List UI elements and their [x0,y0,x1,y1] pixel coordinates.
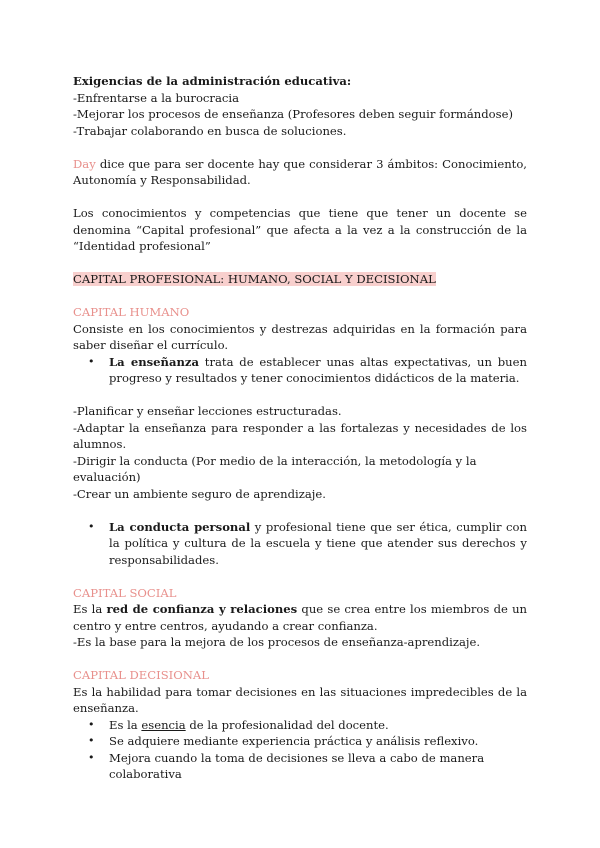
section-title-humano: CAPITAL HUMANO [73,305,190,319]
humano-bullets-1 [73,354,527,387]
document-page [73,73,527,783]
bullet-text: y profesional tiene que ser ética, cumplir con la política y cultura de la escuela y tiene que atender sus derechos y responsabilidades. [109,519,527,567]
section-title-social: CAPITAL SOCIAL [73,585,177,600]
social-pre: Es la [73,602,107,616]
list-item [73,519,527,569]
humano-line: -Dirigir la conducta (Por medio de la interacción, la metodología y la evaluación) [73,453,477,484]
social-paragraph [73,601,527,634]
bullet-bold: La conducta personal [109,519,251,534]
admin-line: -Enfrentarse a la burocracia [73,90,239,105]
bullet-pre: Es la [109,717,142,732]
main-title [73,271,527,288]
list-item [73,354,527,387]
day-paragraph [73,156,527,189]
bullet-text: trata de establecer unas altas expectativas, un buen progreso y resultados y tener conocimientos didácticos de la materia. [109,354,527,385]
bullet-post: de la profesionalidad del docente. [185,717,389,732]
capital-intro: Los conocimientos y competencias que tiene que tener un docente se denomina “Capital profesional” que afecta a la vez a la construcción de la “Identidad profesional” [73,206,527,253]
social-line: -Es la base para la mejora de los procesos de enseñanza-aprendizaje. [73,635,481,649]
social-post: que se crea entre los miembros de un centro y entre centros, ayudando a crear confianza. [73,602,528,633]
list-item: • Se adquiere mediante experiencia práctica y análisis reflexivo. [73,733,527,750]
humano-line: -Crear un ambiente seguro de aprendizaje. [73,486,326,501]
humano-line: -Adaptar la enseñanza para responder a las fortalezas y necesidades de los alumnos. [73,420,527,451]
list-item [73,717,527,734]
humano-bullets-2 [73,519,527,569]
bullet-underlined: esencia [141,717,186,732]
social-bold: red de confianza y relaciones [106,602,298,616]
humano-intro: Consiste en los conocimientos y destrezas adquiridas en la formación para saber diseñar el currículo. [73,321,527,352]
admin-line: -Mejorar los procesos de enseñanza (Profesores deben seguir formándose) [73,107,513,121]
section-title-decisional: CAPITAL DECISIONAL [73,668,209,682]
decisional-intro: Es la habilidad para tomar decisiones en las situaciones impredecibles de la enseñanza. [73,684,527,715]
day-text: dice que para ser docente hay que considerar 3 ámbitos: Conocimiento, Autonomía y Responsabilidad. [73,156,527,187]
admin-line: -Trabajar colaborando en busca de soluciones. [73,123,347,138]
author-name: Day [73,156,96,171]
humano-line: -Planificar y enseñar lecciones estructuradas. [73,404,342,418]
main-title-highlight: CAPITAL PROFESIONAL: HUMANO, SOCIAL Y DECISIONAL [73,272,436,286]
admin-heading: Exigencias de la administración educativa: [73,74,352,88]
bullet-bold: La enseñanza [109,354,199,369]
decisional-bullets [73,717,527,783]
list-item: • Mejora cuando la toma de decisiones se lleva a cabo de manera colaborativa [73,750,527,783]
